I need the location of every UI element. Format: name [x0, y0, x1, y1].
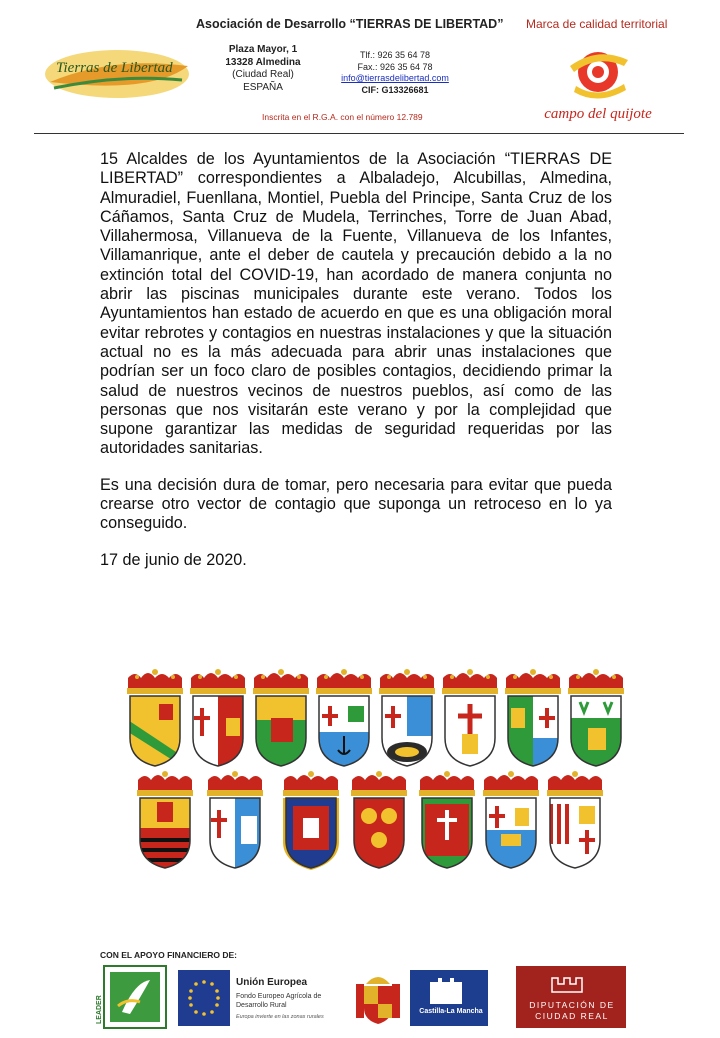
eu-title: Unión Europea	[236, 977, 308, 988]
campo-logo-text: campo del quijote	[544, 106, 652, 122]
email-link[interactable]: info@tierrasdelibertad.com	[341, 73, 449, 83]
eu-fund-text: Fondo Europeo Agrícola de Desarrollo Rural	[236, 993, 322, 1009]
shield-alcubillas	[188, 669, 248, 768]
shield-torre-de-juan-abad	[281, 771, 341, 870]
financial-support-label: CON EL APOYO FINANCIERO DE:	[100, 950, 237, 960]
address-city: 13328 Almedina	[225, 56, 301, 68]
shield-almedina	[251, 669, 311, 768]
registration-note: Inscrita en el R.G.A. con el número 12.789	[262, 112, 423, 122]
letter-body	[100, 150, 612, 587]
shield-montiel	[440, 669, 500, 768]
shield-puebla-del-principe	[503, 669, 563, 768]
shield-terrinches	[205, 771, 265, 870]
shield-villahermosa	[349, 771, 409, 870]
phone-text: Tlf.: 926 35 64 78	[359, 50, 431, 60]
shield-santa-cruz-de-mudela	[135, 771, 195, 870]
address-street: Plaza Mayor, 1	[228, 44, 298, 55]
paragraph-main: 15 Alcaldes de los Ayuntamientos de la Asociación “TIERRAS DE LIBERTAD” correspondientes a Albaladejo, Alcubillas, Almedina, Almuradiel, Fuenllana, Montiel, Puebla del Principe, Santa Cruz de los Cáñamos, Santa Cruz de Mudela, Terrinches, Torre de Juan Abad, Villahermosa, Villanueva de la Fuente, Villanueva de los Infantes, Villamanrique, ante el deber de cautela y precaución debido a la no extinción total del COVID-19, han acordado de manera conjunta no abrir las piscinas municipales durante este verano. Todos los Ayuntamientos han estado de acuerdo en que es una obligación moral evitar rebrotes y contagios en nuestras instalaciones y que la situación actual no es la más adecuada para abrir unas instalaciones que podrían ser un foco claro de posibles contagios, decidiendo primar la salud de nuestros vecinos de nuestros pueblos, así como de las personas que nos visitarán este verano y por la complejidad que supone garantizar las medidas de seguridad requeridas por las autoridades sanitarias.	[100, 150, 612, 458]
castilla-la-mancha-logo	[410, 970, 488, 1026]
paragraph-closing: Es una decisión dura de tomar, pero necesaria para evitar que pueda crearse otro vector de contagio que suponga un retroceso en lo ya conseguido.	[100, 475, 612, 533]
quality-mark-label: Marca de calidad territorial	[526, 17, 668, 31]
spain-coat-of-arms-icon	[356, 977, 400, 1024]
municipal-shields-row-2	[135, 770, 615, 870]
castilla-la-mancha-label: Castilla-La Mancha	[419, 1008, 483, 1015]
tierras-logo-text: Tierras de Libertad	[56, 60, 173, 76]
shield-villanueva-de-los-infantes	[481, 771, 541, 870]
shield-santa-cruz-de-los-canamos	[566, 669, 625, 768]
header-divider	[34, 133, 684, 134]
diputacion-label: DIPUTACIÓN DE CIUDAD REAL	[529, 1000, 615, 1021]
tierras-de-libertad-logo	[42, 44, 192, 104]
shield-albaladejo	[125, 669, 185, 768]
address-block	[218, 44, 308, 94]
shield-almuradiel	[314, 669, 374, 768]
contact-block	[335, 50, 455, 96]
leader-logo	[104, 966, 166, 1028]
leader-label: LEADER	[96, 995, 103, 1024]
address-province: (Ciudad Real)	[232, 69, 294, 80]
fax-text: Fax.: 926 35 64 78	[357, 61, 433, 72]
municipal-shields-row-1	[125, 668, 625, 768]
eu-motto-text: Europa invierte en las zonas rurales	[236, 1014, 324, 1020]
address-country: ESPAÑA	[243, 81, 283, 93]
shield-fuenllana	[377, 669, 437, 768]
shield-villamanrique	[545, 771, 605, 870]
campo-del-quijote-logo	[528, 46, 668, 126]
association-title: Asociación de Desarrollo “TIERRAS DE LIBERTAD”	[196, 17, 504, 31]
date-line: 17 de junio de 2020.	[100, 550, 247, 569]
cif-text: CIF: G13326681	[361, 84, 429, 95]
shield-villanueva-de-la-fuente	[417, 771, 477, 870]
eu-flag-icon	[178, 970, 230, 1026]
